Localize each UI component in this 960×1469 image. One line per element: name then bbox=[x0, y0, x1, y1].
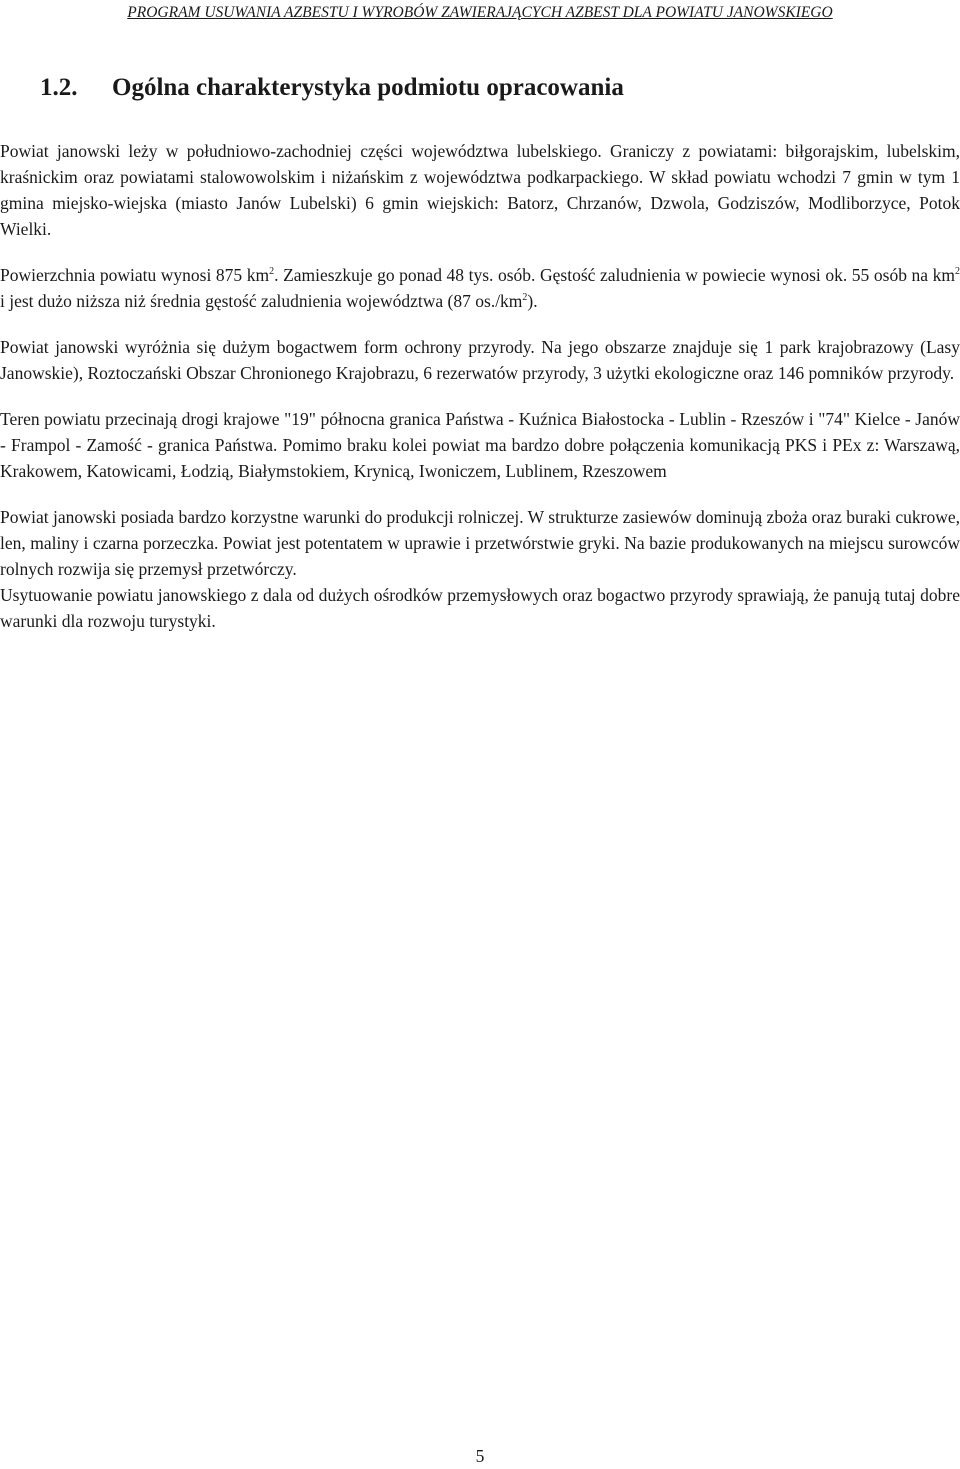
section-number: 1.2. bbox=[40, 74, 78, 101]
body-text bbox=[0, 138, 960, 654]
paragraph-area-population bbox=[0, 262, 960, 314]
section-title: Ogólna charakterystyka podmiotu opracowania bbox=[112, 74, 624, 101]
population-text: . Zamieszkuje go ponad 48 tys. osób. Gęstość zaludnienia w powiecie wynosi ok. 55 osób na km bbox=[274, 265, 955, 285]
paragraph-location: Powiat janowski leży w południowo-zachodniej części województwa lubelskiego. Graniczy z powiatami: biłgorajskim, lubelskim, kraśnickim oraz powiatami stalowowolskim i niżańskim z województwa podkarpackiego. W skład powiatu wchodzi 7 gmin w tym 1 gmina miejsko-wiejska (miasto Janów Lubelski) 6 gmin wiejskich: Batorz, Chrzanów, Dzwola, Godziszów, Modliborzyce, Potok Wielki. bbox=[0, 141, 960, 239]
paragraph-agriculture: Powiat janowski posiada bardzo korzystne warunki do produkcji rolniczej. W strukturze zasiewów dominują zboża oraz buraki cukrowe, len, maliny i czarna porzeczka. Powiat jest potentatem w uprawie i przetwórstwie gryki. Na bazie produkowanych na miejscu surowców rolnych rozwija się przemysł przetwórczy. bbox=[0, 507, 960, 579]
paragraph-tourism: Usytuowanie powiatu janowskiego z dala od dużych ośrodków przemysłowych oraz bogactwo przyrody sprawiają, że panują tutaj dobre warunki dla rozwoju turystyki. bbox=[0, 585, 960, 631]
running-header: PROGRAM USUWANIA AZBESTU I WYROBÓW ZAWIERAJĄCYCH AZBEST DLA POWIATU JANOWSKIEGO bbox=[127, 4, 833, 21]
paragraph-transport: Teren powiatu przecinają drogi krajowe "19" północna granica Państwa - Kuźnica Białostocka - Lublin - Rzeszów i "74" Kielce - Janów - Frampol - Zamość - granica Państwa. Pomimo braku kolei powiat ma bardzo dobre połączenia komunikacją PKS i PEx z: Warszawą, Krakowem, Katowicami, Łodzią, Białymstokiem, Krynicą, Iwoniczem, Lublinem, Rzeszowem bbox=[0, 409, 960, 481]
section-heading bbox=[40, 74, 624, 102]
paragraph-nature: Powiat janowski wyróżnia się dużym bogactwem form ochrony przyrody. Na jego obszarze znajduje się 1 park krajobrazowy (Lasy Janowskie), Roztoczański Obszar Chronionego Krajobrazu, 6 rezerwatów przyrody, 3 użytki ekologiczne oraz 146 pomników przyrody. bbox=[0, 337, 960, 383]
superscript: 2 bbox=[955, 266, 960, 277]
page-number: 5 bbox=[475, 1446, 485, 1466]
superscript: 2 bbox=[522, 292, 528, 303]
superscript: 2 bbox=[269, 266, 275, 277]
density-text: i jest dużo niższa niż średnia gęstość zaludnienia województwa (87 os./km bbox=[0, 291, 523, 311]
area-text: Powierzchnia powiatu wynosi 875 km bbox=[0, 265, 270, 285]
density-close-text: ). bbox=[527, 291, 538, 311]
